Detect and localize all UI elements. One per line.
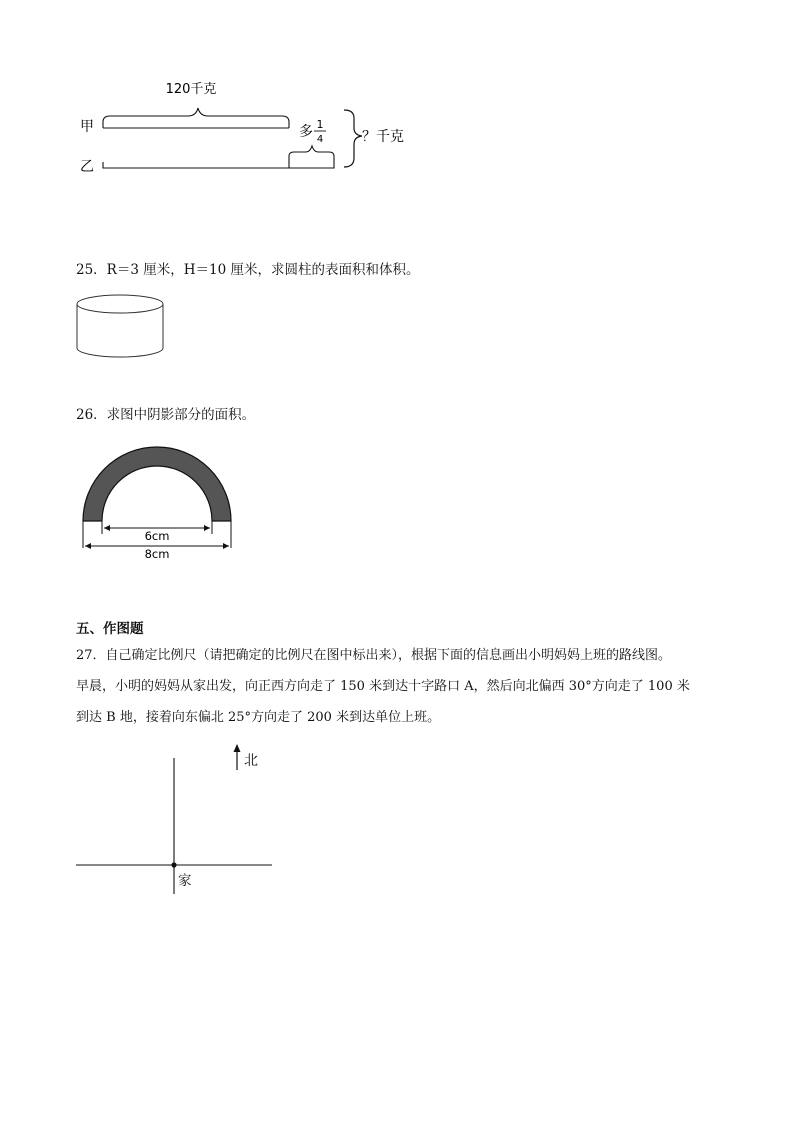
question-27-line-1: 27．自己确定比例尺（请把确定的比例尺在图中标出来），根据下面的信息画出小明妈妈上班的路线图。 bbox=[76, 648, 672, 663]
question-label: ？千克 bbox=[362, 129, 404, 145]
question-27-line-2: 早晨，小明的妈妈从家出发，向正西方向走了 150 米到达十字路口 A，然后向北偏西 30°方向走了 100 米 bbox=[76, 679, 690, 694]
cylinder-top bbox=[77, 295, 163, 313]
home-point bbox=[171, 862, 176, 867]
cylinder-bottom bbox=[77, 348, 163, 357]
shaded-region bbox=[83, 447, 231, 521]
inner-dimension-label: 6cm bbox=[144, 529, 170, 543]
total-label: 120千克 bbox=[165, 82, 217, 97]
question-27-line-3: 到达 B 地，接着向东偏北 25°方向走了 200 米到达单位上班。 bbox=[76, 710, 441, 725]
section-five-title: 五、作图题 bbox=[76, 621, 144, 637]
half-ring-figure bbox=[76, 440, 242, 566]
total-brace bbox=[103, 108, 289, 128]
outer-arrow-left bbox=[85, 543, 91, 549]
row-label-jia: 甲 bbox=[80, 119, 94, 135]
extra-brace bbox=[289, 146, 334, 162]
cylinder-figure bbox=[74, 290, 174, 362]
north-label: 北 bbox=[244, 753, 258, 769]
question-25: 25．R＝3 厘米，H＝10 厘米，求圆柱的表面积和体积。 bbox=[76, 262, 420, 278]
more-label: 多 bbox=[299, 124, 313, 140]
north-arrow-icon bbox=[234, 744, 241, 752]
fraction-denominator: 4 bbox=[316, 134, 324, 145]
outer-dimension-label: 8cm bbox=[144, 547, 170, 561]
home-label: 家 bbox=[178, 873, 192, 889]
fraction-numerator: 1 bbox=[316, 118, 324, 131]
right-brace bbox=[344, 110, 362, 167]
inner-arrow-right bbox=[204, 525, 210, 531]
row-label-yi: 乙 bbox=[80, 159, 94, 175]
bar-yi bbox=[103, 162, 334, 168]
inner-arrow-left bbox=[104, 525, 110, 531]
bar-model-diagram bbox=[70, 70, 450, 190]
question-26: 26．求图中阴影部分的面积。 bbox=[76, 407, 256, 423]
outer-arrow-right bbox=[223, 543, 229, 549]
